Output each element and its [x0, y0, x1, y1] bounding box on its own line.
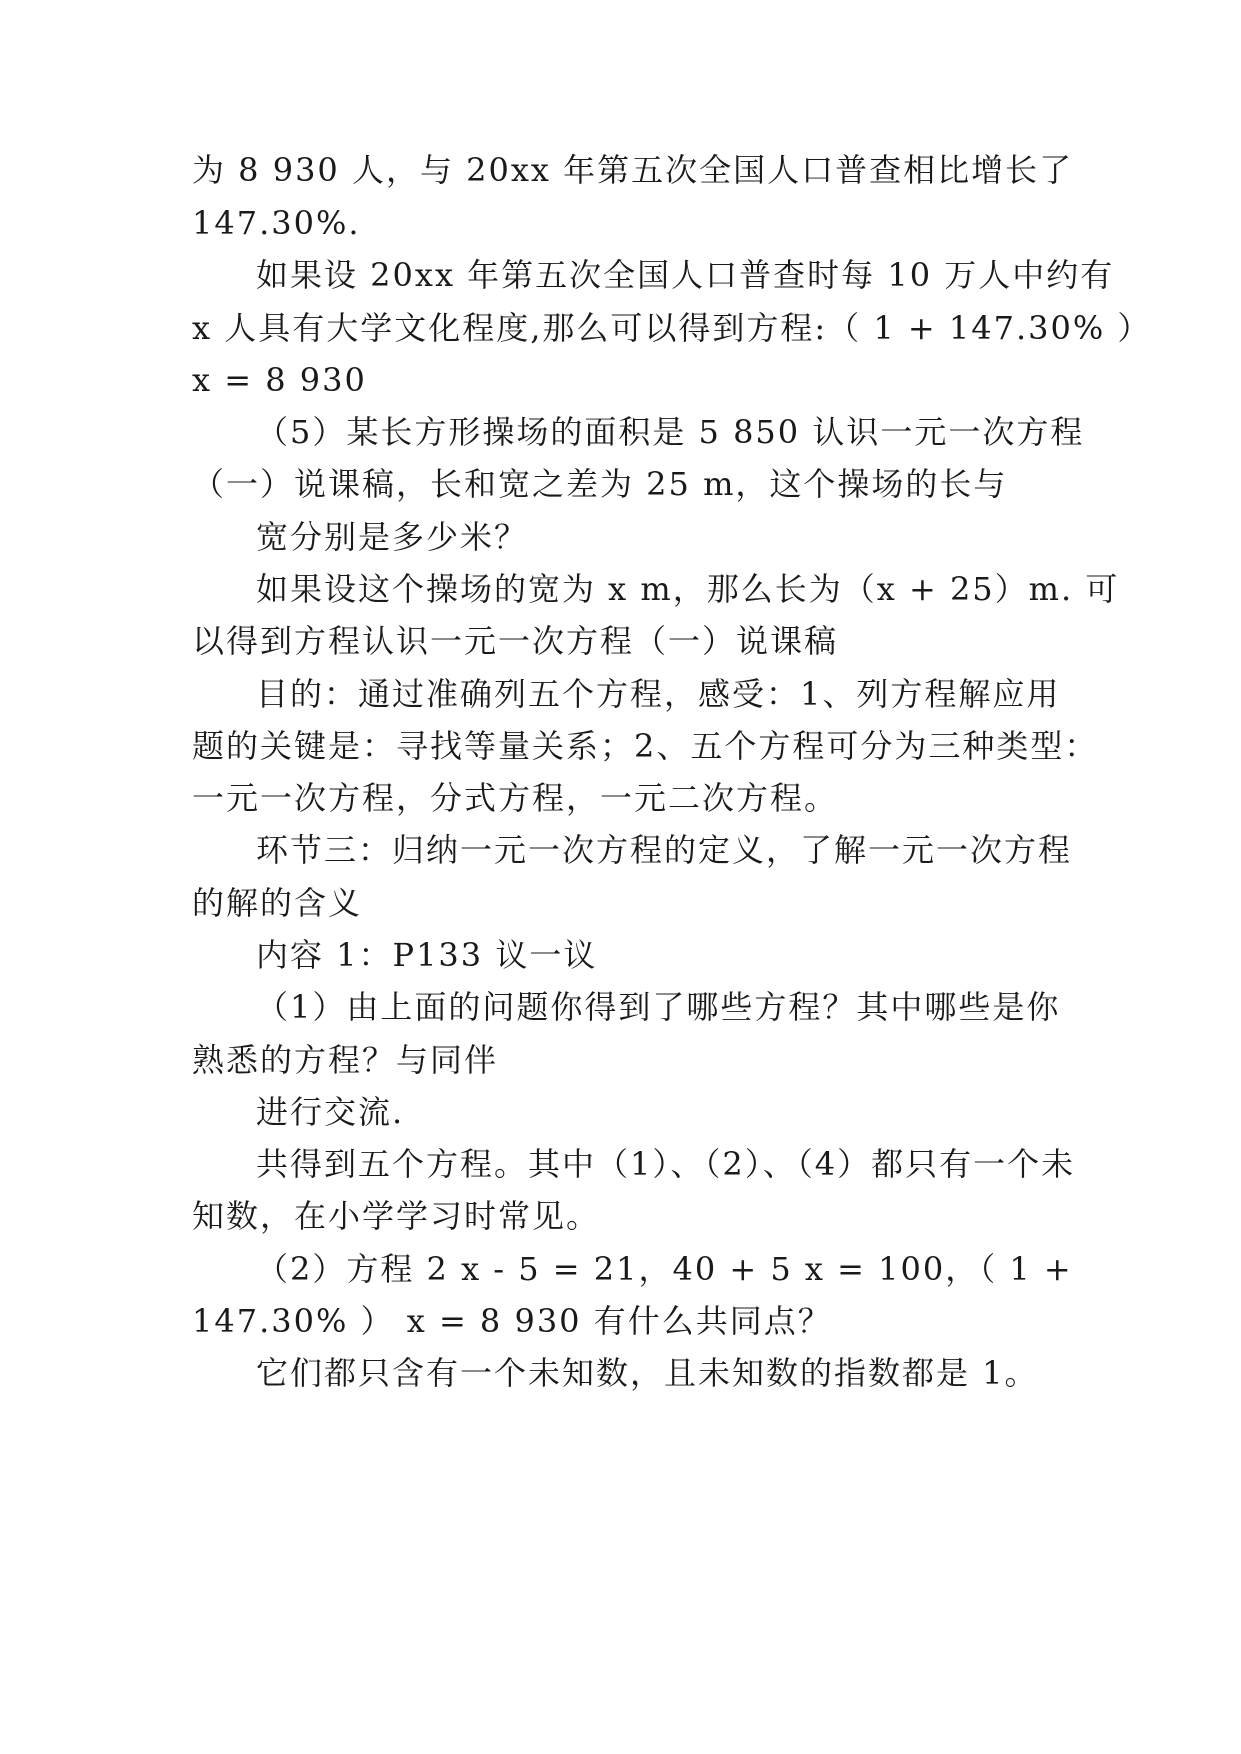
text-line: 147.30%. — [192, 204, 361, 242]
text-line: 宽分别是多少米？ — [256, 518, 529, 556]
text-line: 147.30% ） x = 8 930 有什么共同点？ — [192, 1302, 832, 1340]
text-line: 内容 1：P133 议一议 — [256, 936, 598, 974]
text-line: 熟悉的方程？与同伴 — [192, 1041, 499, 1079]
text-line: （一）说课稿，长和宽之差为 25 m，这个操场的长与 — [192, 465, 1008, 503]
text-line: 共得到五个方程。其中（1）、（2）、（4）都只有一个未 — [256, 1145, 1076, 1183]
text-line: 为 8 930 人，与 20xx 年第五次全国人口普查相比增长了 — [192, 151, 1074, 189]
text-line: 以得到方程认识一元一次方程（一）说课稿 — [192, 622, 839, 660]
text-line: x 人具有大学文化程度,那么可以得到方程:（ 1 + 147.30% ） — [192, 309, 1152, 347]
text-line: 知数，在小学学习时常见。 — [192, 1197, 601, 1235]
text-line: 题的关键是：寻找等量关系；2、五个方程可分为三种类型： — [192, 727, 1099, 765]
text-line: 一元一次方程，分式方程，一元二次方程。 — [192, 779, 839, 817]
text-line: 目的：通过准确列五个方程，感受：1、列方程解应用 — [256, 675, 1061, 713]
text-line: 它们都只含有一个未知数，且未知数的指数都是 1。 — [256, 1354, 1039, 1392]
text-line: 如果设这个操场的宽为 x m，那么长为（x + 25）m. 可 — [256, 570, 1120, 608]
text-line: 进行交流. — [256, 1093, 405, 1131]
text-line: x = 8 930 — [192, 361, 367, 399]
text-line: 环节三：归纳一元一次方程的定义，了解一元一次方程 — [256, 831, 1073, 869]
text-line: 如果设 20xx 年第五次全国人口普查时每 10 万人中约有 — [256, 256, 1115, 294]
text-line: （2）方程 2 x - 5 = 21，40 + 5 x = 100，（ 1 + — [256, 1250, 1073, 1288]
text-line: （5）某长方形操场的面积是 5 850 认识一元一次方程 — [256, 413, 1085, 451]
text-line: （1）由上面的问题你得到了哪些方程？其中哪些是你 — [256, 988, 1061, 1026]
text-line: 的解的含义 — [192, 884, 363, 922]
